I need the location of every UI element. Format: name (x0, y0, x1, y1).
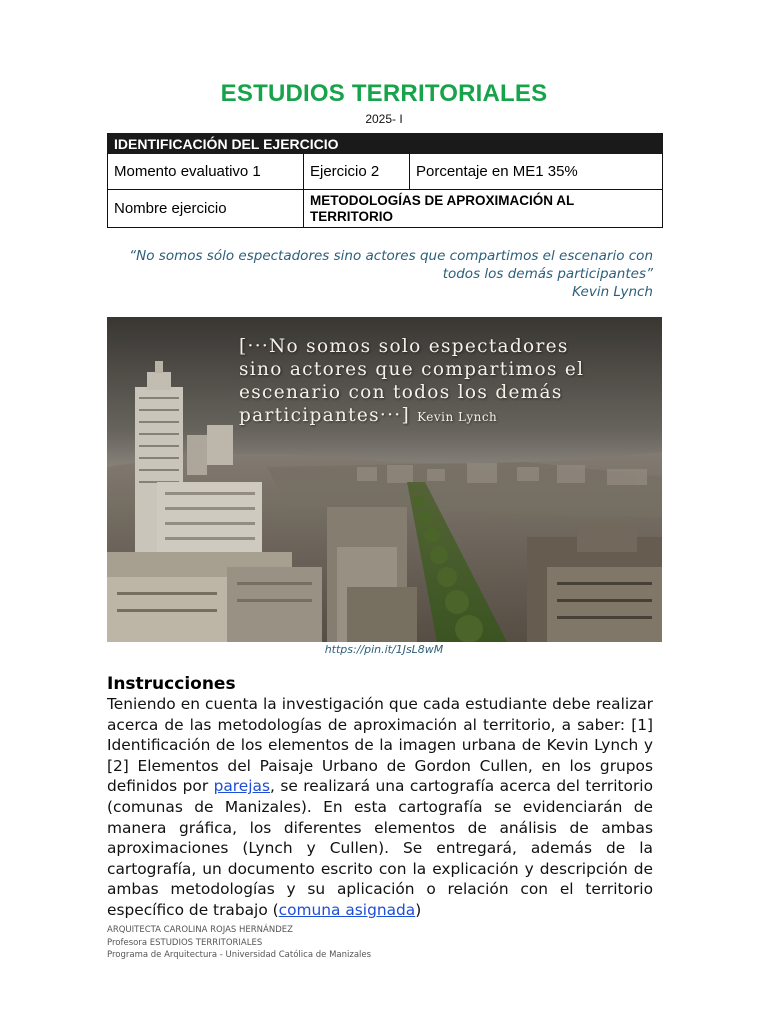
exercise-name-value: METODOLOGÍAS DE APROXIMACIÓN AL TERRITORIO (304, 190, 663, 228)
instructions-heading: Instrucciones (107, 674, 236, 694)
instructions-paragraph (107, 694, 653, 921)
instructions-text-1: Teniendo en cuenta la investigación que cada estudiante debe realizar acerca de las metodologías de aproximación al territorio, a saber: [1] Identificación de los elementos de la imagen urbana de Kevin Lynch y [2] Elementos del Paisaje Urbano de Gordon Cullen, en los grupos definidos por (107, 695, 653, 796)
photo-quote-line-3: escenario con todos los demás (239, 382, 563, 403)
footer-author: ARQUITECTA CAROLINA ROJAS HERNÁNDEZ (107, 925, 293, 935)
quote-author: Kevin Lynch (572, 284, 653, 300)
document-title: ESTUDIOS TERRITORIALES (220, 80, 548, 107)
photo-overlay-quote (107, 335, 662, 429)
photo-quote-author: Kevin Lynch (417, 410, 498, 424)
footer-program: Programa de Arquitectura - Universidad Católica de Manizales (107, 950, 372, 960)
photo-quote-line-1: [···No somos solo espectadores (239, 336, 569, 357)
exercise-name-label: Nombre ejercicio (108, 190, 304, 228)
document-footer (107, 924, 371, 962)
footer-role: Profesora ESTUDIOS TERRITORIALES (107, 937, 263, 948)
photo-source-link[interactable]: https://pin.it/1JsL8wM (324, 643, 444, 656)
quote-line-1: “No somos sólo espectadores sino actores que compartimos el escenario con (129, 248, 653, 264)
instructions-text-3: ) (415, 900, 422, 919)
semester-label: 2025- I (365, 112, 403, 126)
evaluative-moment-cell: Momento evaluativo 1 (108, 154, 304, 190)
instructions-text-2: , se realizará una cartografía acerca del territorio (comunas de Manizales). En esta cartografía se evidenciarán de manera gráfica, los diferentes elementos de análisis de ambas aproximaciones (Lynch y Cullen). Se entregará, además de la cartografía, un documento escrito con la explicación y descripción de ambas metodologías y su aplicación o relación con el territorio específico de trabajo ( (107, 777, 653, 919)
exercise-number-cell: Ejercicio 2 (304, 154, 410, 190)
identification-table (107, 133, 663, 228)
quote-line-2: todos los demás participantes” (442, 266, 653, 282)
comuna-asignada-link[interactable]: comuna asignada (278, 900, 416, 919)
parejas-link[interactable]: parejas (213, 777, 270, 796)
identification-heading: IDENTIFICACIÓN DEL EJERCICIO (108, 134, 663, 154)
percentage-cell: Porcentaje en ME1 35% (410, 154, 663, 190)
photo-quote-line-4: participantes···] (239, 405, 410, 426)
epigraph-quote (93, 247, 653, 301)
photo-quote-line-2: sino actores que compartimos el (239, 359, 585, 380)
